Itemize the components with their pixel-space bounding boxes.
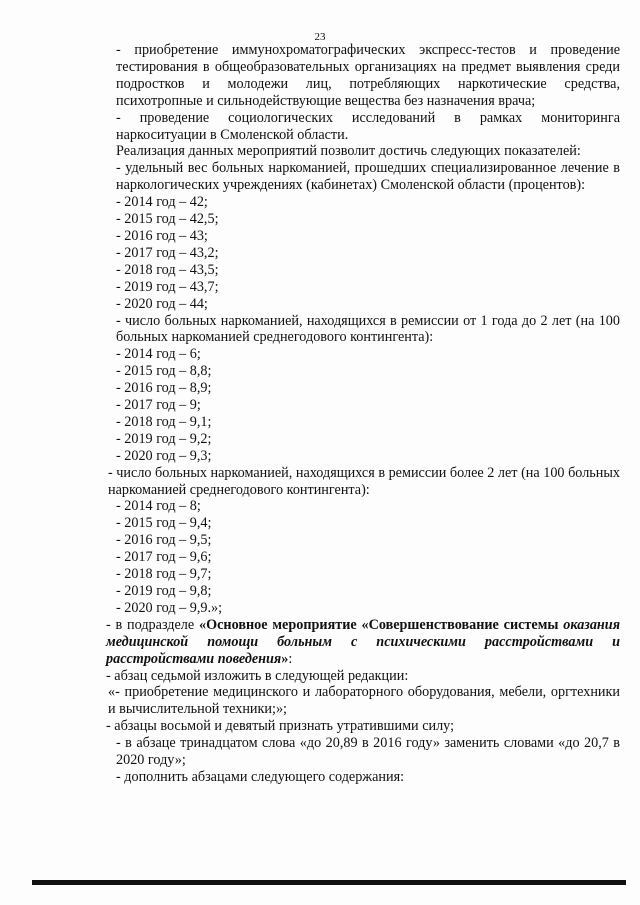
list-item: - 2015 год – 9,4; bbox=[116, 515, 212, 532]
list-item: - 2018 год – 9,1; bbox=[116, 413, 212, 430]
list-remission-over-2-years bbox=[82, 498, 620, 616]
page-number: 23 bbox=[314, 31, 326, 43]
subsection-title-close-quote: » bbox=[281, 650, 289, 667]
list-item: - 2016 год – 9,5; bbox=[116, 532, 212, 549]
paragraph-sociological-research: - проведение социологических исследований в рамках мониторинга наркоситуации в Смоленской области. bbox=[116, 109, 620, 143]
list-item: - 2014 год – 6; bbox=[116, 346, 201, 363]
list-item: - 2018 год – 9,7; bbox=[116, 566, 212, 583]
paragraph-seventh-amendment: - абзац седьмой изложить в следующей редакции: bbox=[106, 667, 409, 684]
list-item: - 2019 год – 9,8; bbox=[116, 583, 212, 599]
subsection-title-bold-italic: оказания медицинской помощи больным с психическими расстройствами и расстройствами поведения bbox=[106, 616, 621, 667]
list-item: - 2017 год – 43,2; bbox=[116, 244, 219, 261]
paragraph-remission-over-2-years: - число больных наркоманией, находящихся в ремиссии более 2 лет (на 100 больных наркоманией среднегодового контингента): bbox=[108, 464, 620, 498]
list-remission-1-2-years bbox=[82, 346, 620, 464]
list-item: - 2020 год – 44; bbox=[116, 295, 208, 312]
list-item: - 2020 год – 9,9.»; bbox=[116, 599, 223, 616]
list-item: - 2017 год – 9; bbox=[116, 397, 201, 414]
subsection-suffix: : bbox=[288, 650, 293, 667]
list-item: - 2019 год – 9,2; bbox=[116, 430, 212, 447]
list-item: - 2018 год – 43,5; bbox=[116, 261, 219, 278]
subsection-title-bold: «Основное мероприятие «Совершенствование системы bbox=[199, 616, 559, 633]
paragraph-eighth-ninth-void: - абзацы восьмой и девятый признать утратившими силу; bbox=[106, 718, 455, 735]
list-item: - 2019 год – 43,7; bbox=[116, 278, 219, 295]
list-treated-share bbox=[82, 194, 620, 312]
list-item: - 2016 год – 8,9; bbox=[116, 380, 212, 397]
paragraph-subsection-amendment bbox=[82, 617, 620, 668]
paragraph-add-paragraphs: - дополнить абзацами следующего содержания: bbox=[116, 768, 405, 785]
paragraph-indicators-intro: Реализация данных мероприятий позволит достичь следующих показателей: bbox=[116, 143, 581, 160]
paragraph-treated-share: - удельный вес больных наркоманией, прошедших специализированное лечение в наркологических учреждениях (кабинетах) Смоленской области (процентов): bbox=[116, 160, 620, 194]
list-item: - 2014 год – 42; bbox=[116, 194, 208, 211]
bottom-rule bbox=[32, 880, 626, 885]
list-item: - 2020 год – 9,3; bbox=[116, 447, 212, 464]
document-body bbox=[82, 42, 620, 786]
list-item: - 2015 год – 42,5; bbox=[116, 211, 219, 228]
list-item: - 2016 год – 43; bbox=[116, 227, 208, 244]
subsection-prefix: - в подразделе bbox=[106, 616, 199, 633]
list-item: - 2015 год – 8,8; bbox=[116, 363, 212, 380]
paragraph-remission-1-2-years: - число больных наркоманией, находящихся в ремиссии от 1 года до 2 лет (на 100 больных наркоманией среднегодового контингента): bbox=[116, 312, 620, 346]
paragraph-express-tests: - приобретение иммунохроматографических экспресс-тестов и проведение тестирования в общеобразовательных организациях на предмет выявления среди подростков и молодежи лиц, потребляющих наркотические средства, психотропные и сильнодействующие вещества без назначения врача; bbox=[116, 42, 620, 109]
list-item: - 2014 год – 8; bbox=[116, 498, 201, 515]
paragraph-seventh-new-text: «- приобретение медицинского и лабораторного оборудования, мебели, оргтехники и вычислительной техники;»; bbox=[108, 684, 620, 718]
list-item: - 2017 год – 9,6; bbox=[116, 549, 212, 566]
paragraph-thirteenth-replace: - в абзаце тринадцатом слова «до 20,89 в 2016 году» заменить словами «до 20,7 в 2020 году»; bbox=[116, 735, 620, 769]
